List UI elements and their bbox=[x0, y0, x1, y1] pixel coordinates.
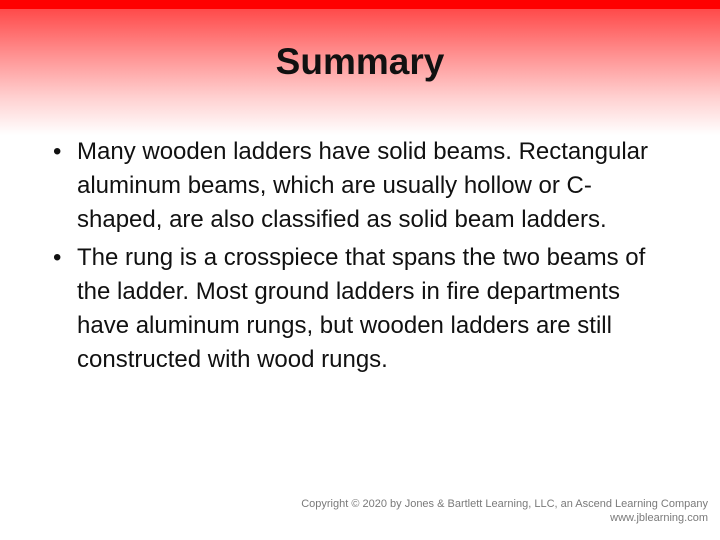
slide-title: Summary bbox=[275, 41, 445, 82]
footer bbox=[301, 497, 708, 525]
bullet-list bbox=[50, 135, 670, 381]
accent-bar bbox=[0, 0, 720, 9]
bullet-item bbox=[50, 241, 670, 377]
bullet-icon: • bbox=[53, 138, 62, 165]
bullet-text: The rung is a crosspiece that spans the two beams of the ladder. Most ground ladders in fire departments have aluminum rungs, but wooden ladders are still constructed with wood rungs. bbox=[77, 244, 646, 373]
bullet-text: Many wooden ladders have solid beams. Rectangular aluminum beams, which are usually hollow or C-shaped, are also classified as solid beam ladders. bbox=[77, 138, 648, 233]
bullet-item bbox=[50, 135, 670, 237]
website-text: www.jblearning.com bbox=[610, 512, 708, 524]
bullet-icon: • bbox=[53, 244, 62, 271]
copyright-text: Copyright © 2020 by Jones & Bartlett Learning, LLC, an Ascend Learning Company bbox=[301, 498, 708, 510]
